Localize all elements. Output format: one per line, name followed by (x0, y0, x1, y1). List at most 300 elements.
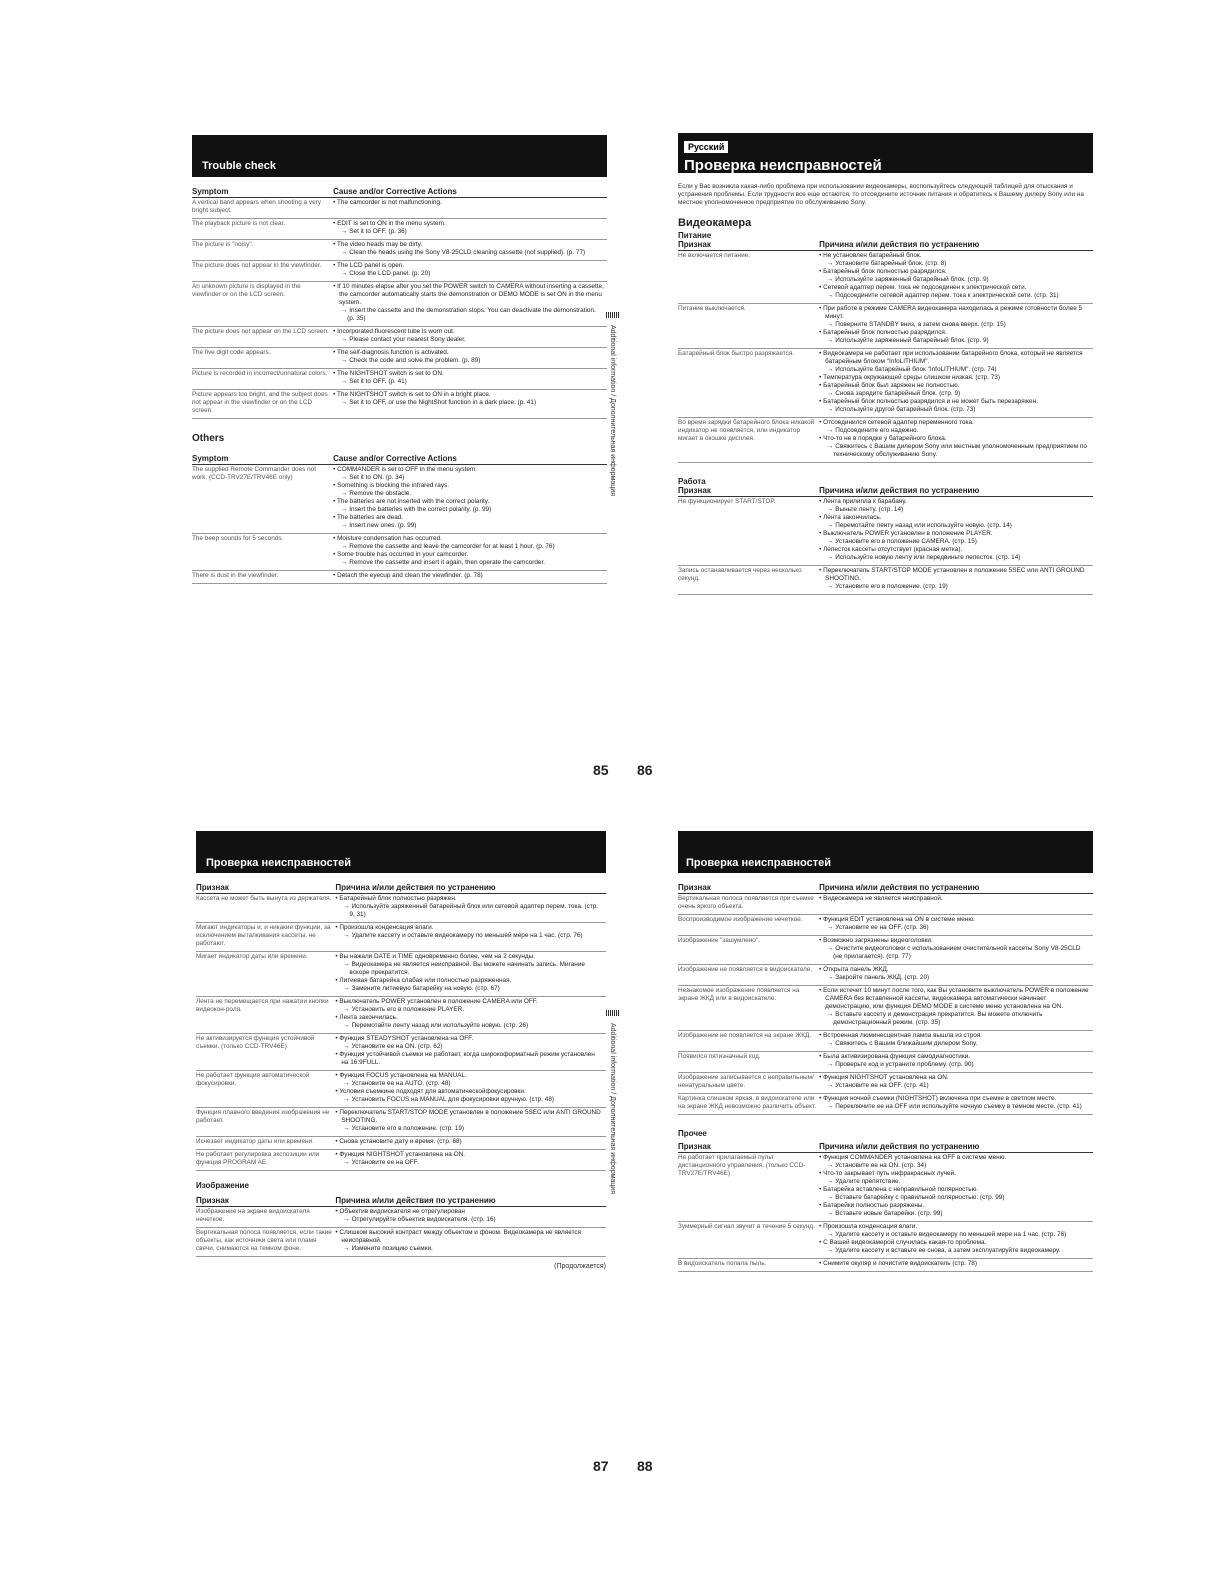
cause-cell (819, 1259, 1093, 1272)
item-text: EDIT is set to ON in the menu system. (337, 220, 446, 227)
action-item (819, 321, 1090, 329)
cause-item (819, 498, 1090, 506)
arrow-icon: → (341, 357, 350, 364)
item-text: Произошла конденсация влаги. (339, 924, 434, 931)
symptom-cell: Мигает индикатор даты или времени. (196, 952, 335, 997)
action-item (819, 406, 1090, 414)
page-title: Проверка неисправностей (684, 157, 882, 174)
cause-cell (819, 1153, 1093, 1222)
arrow-icon: → (343, 1125, 352, 1132)
symptom-header: Признак (678, 240, 819, 251)
item-text: Видеокамера не работает при использовании батарейного блока, который не является батарейным блоком "InfoLITHIUM". (823, 350, 1083, 365)
table-row (678, 915, 1093, 936)
item-text: Встроенная люминесцентная лампа вышла из строя. (823, 1032, 982, 1039)
item-text: Слишком высокий контраст между объектом и фоном. Видеокамера не является неисправной. (339, 1229, 582, 1244)
cause-item (335, 953, 603, 961)
item-text: Проверьте код и устраните проблему. (стр. 90) (835, 1061, 974, 1068)
item-text: The batteries are not inserted with the correct polarity. (337, 498, 490, 505)
symptom-cell: Изображение "зашумлено". (678, 936, 819, 965)
item-text: Insert new ones. (p. 99) (349, 522, 417, 529)
arrow-icon: → (827, 276, 836, 283)
cause-item (819, 937, 1090, 945)
bullet-icon: • (333, 283, 338, 290)
action-item (335, 903, 603, 919)
item-text: COMMANDER is set to OFF in the menu system. (337, 466, 478, 473)
action-item (335, 1245, 603, 1253)
table-row (196, 1150, 606, 1171)
bullet-icon: • (819, 419, 824, 426)
cause-item (335, 1072, 603, 1080)
action-item (819, 276, 1090, 284)
item-text: Перемотайте ленту назад или используйте новую. (стр. 26) (351, 1022, 529, 1029)
item-text: Clean the heads using the Sony V8-25CLD cleaning cassette (not supplied). (p. 77) (349, 249, 586, 256)
cause-cell (819, 1222, 1093, 1259)
action-item (819, 1247, 1090, 1255)
cause-item (335, 998, 603, 1006)
bullet-icon: • (819, 1095, 824, 1102)
table-row (192, 282, 607, 327)
symptom-cell: Питание выключается. (678, 304, 819, 349)
cause-cell (333, 261, 607, 282)
table-row (196, 894, 606, 923)
bullet-icon: • (333, 199, 337, 206)
symptom-cell: The beep sounds for 5 seconds. (192, 534, 333, 571)
cause-cell (819, 1094, 1093, 1115)
symptom-cell: Воспроизводимое изображение нечеткое. (678, 915, 819, 936)
item-text: Some trouble has occurred in your camcorder. (337, 551, 469, 558)
item-text: Батарейный блок полностью разрядился. (823, 268, 947, 275)
item-text: Please contact your nearest Sony dealer. (349, 336, 466, 343)
page-title-banner (678, 133, 1093, 173)
item-text: Moisture condensation has occurred. (337, 535, 442, 542)
action-item (335, 1159, 603, 1167)
item-text: Используйте заряженный батарейный блок. (стр. 9) (835, 337, 989, 344)
item-text: Снимите окуляр и почистите видоискатель (стр. 78) (823, 1260, 977, 1267)
bullet-icon: • (335, 1014, 340, 1021)
item-text: Поверните STANDBY вниз, а затем снова вверх. (стр. 15) (835, 321, 1006, 328)
arrow-icon: → (827, 260, 836, 267)
item-text: Используйте батарейный блок "InfoLITHIUM". (стр. 74) (835, 366, 997, 373)
item-text: Функция NIGHTSHOT установлена на ON. (339, 1151, 465, 1158)
cause-header: Cause and/or Corrective Actions (333, 454, 607, 465)
cause-item (333, 551, 604, 559)
item-text: Выньте ленту. (стр. 14) (835, 506, 904, 513)
cause-item (335, 1109, 603, 1125)
item-text: Видеокамера не является неисправной. Вы можете начинать запись. Мигание вскоре прекратится. (349, 961, 585, 976)
continued-note: (Продолжается) (554, 1263, 606, 1270)
cause-cell (333, 534, 607, 571)
item-text: Снова установите дату и время. (стр. 68) (339, 1138, 462, 1145)
bullet-icon: • (819, 1074, 824, 1081)
arrow-icon: → (827, 522, 836, 529)
item-text: Что-то закрывает путь инфракрасных лучей. (823, 1170, 956, 1177)
bullet-icon: • (335, 953, 340, 960)
page-title-banner (192, 135, 607, 177)
page-85 (192, 135, 607, 584)
bullet-icon: • (333, 349, 337, 356)
cause-item (819, 1032, 1090, 1040)
action-item (819, 366, 1090, 374)
bullet-icon: • (335, 1088, 340, 1095)
table-row (678, 1094, 1093, 1115)
action-item (819, 945, 1090, 961)
item-text: Замените литиевую батарейку на новую. (стр. 67) (351, 985, 500, 992)
page-87 (196, 831, 606, 1270)
item-text: Вставьте батарейку с правильной полярностью. (стр. 99) (835, 1194, 1005, 1201)
bullet-icon: • (819, 1154, 824, 1161)
bullet-icon: • (819, 567, 824, 574)
cause-item (819, 966, 1090, 974)
cause-cell (819, 1031, 1093, 1052)
table-row (678, 1052, 1093, 1073)
cause-item (333, 466, 604, 474)
item-text: Установите его в положение CAMERA. (стр. 15) (835, 538, 977, 545)
cause-item (333, 391, 604, 399)
item-text: Установите его в положение. (стр. 19) (351, 1125, 465, 1132)
bullet-icon: • (335, 1229, 340, 1236)
action-item (819, 1194, 1090, 1202)
cause-cell (333, 390, 607, 419)
subsection-title: Прочее (678, 1129, 707, 1138)
table-row (678, 1222, 1093, 1259)
action-item (333, 399, 604, 407)
item-text: Установите ее на OFF. (стр. 36) (835, 924, 929, 931)
cause-item (819, 546, 1090, 554)
item-text: Insert the cassette and the demonstration stops. You can deactivate the demonstration. (p. 35) (347, 307, 596, 322)
cause-item (819, 329, 1090, 337)
item-text: Функция EDIT установлена на ON в системе меню. (823, 916, 975, 923)
bullet-icon: • (333, 328, 338, 335)
item-text: Лента закончилась. (823, 514, 882, 521)
item-text: Insert the batteries with the correct polarity. (p. 99) (349, 506, 492, 513)
arrow-icon: → (341, 378, 350, 385)
cause-item (335, 1208, 603, 1216)
item-text: Переключите ее на OFF или используйте ночную съемку в темном месте. (стр. 41) (835, 1103, 1082, 1110)
arrow-icon: → (343, 1245, 352, 1252)
index-tab-mark (606, 1010, 620, 1016)
cause-item (819, 1095, 1090, 1103)
symptom-cell: Не работает функция автоматической фокусировки. (196, 1071, 335, 1108)
cause-cell (333, 327, 607, 348)
action-item (333, 336, 604, 344)
page-number-88: 88 (637, 1458, 653, 1474)
cause-item (333, 328, 604, 336)
cause-item (335, 1035, 603, 1043)
cause-item (333, 498, 604, 506)
symptom-cell: There is dust in the viewfinder. (192, 571, 333, 584)
cause-item (819, 350, 1090, 366)
cause-item (333, 370, 604, 378)
trouble-rows (192, 198, 607, 419)
action-item (819, 1178, 1090, 1186)
item-text: Check the code and solve the problem. (p. 89) (349, 357, 481, 364)
symptom-header: Признак (678, 883, 819, 894)
table-row (196, 1034, 606, 1071)
arrow-icon: → (341, 490, 350, 497)
item-text: Температура окружающей среды слишком низкая. (стр. 73) (823, 374, 1000, 381)
side-label: Additional information / Дополнительная информация (609, 325, 616, 497)
action-item (819, 337, 1090, 345)
action-item (819, 974, 1090, 982)
cause-item (819, 1260, 1090, 1268)
cause-cell (335, 1207, 606, 1228)
cause-cell (335, 1071, 606, 1108)
item-text: Функция STEADYSHOT установлена на OFF. (339, 1035, 474, 1042)
cause-cell (335, 1108, 606, 1137)
action-item (819, 1082, 1090, 1090)
table-row (192, 348, 607, 369)
symptom-header: Признак (678, 1142, 819, 1153)
action-item (819, 1040, 1090, 1048)
item-text: Лента закончилась. (339, 1014, 398, 1021)
action-item (333, 228, 604, 236)
arrow-icon: → (827, 583, 836, 590)
cause-item (333, 482, 604, 490)
bullet-icon: • (333, 391, 337, 398)
action-item (335, 1096, 603, 1104)
table-row (196, 1108, 606, 1137)
cause-item (335, 1088, 603, 1096)
item-text: Установите ее на OFF. (стр. 41) (835, 1082, 929, 1089)
action-item (333, 543, 604, 551)
bullet-icon: • (819, 987, 824, 994)
item-text: Если истечет 10 минут после того, как Вы установите выключатель POWER в положение CAMERA без вставленной кассеты, видеокамера автоматически начинает демонстрацию, или функция DEMO MODE в системе меню установлена на ON. (823, 987, 1089, 1010)
table-row (678, 1259, 1093, 1272)
bullet-icon: • (819, 382, 824, 389)
action-item (333, 490, 604, 498)
item-text: Функция COMMANDER установлена на OFF в системе меню. (823, 1154, 1007, 1161)
cause-cell (819, 566, 1093, 595)
item-text: Переключатель START/STOP MODE установлен в положение 5SEC или ANTI GROUND SHOOTING. (339, 1109, 601, 1124)
symptom-cell: Исчезает индикатор даты или времени. (196, 1137, 335, 1150)
cause-item (335, 1229, 603, 1245)
item-text: Установить его в положение PLAYER. (351, 1006, 465, 1013)
table-row (678, 566, 1093, 595)
cause-cell (335, 997, 606, 1034)
cause-cell (819, 986, 1093, 1031)
bullet-icon: • (819, 1223, 824, 1230)
cause-cell (335, 1150, 606, 1171)
symptom-cell: Изображение на экране видоискателя нечеткое. (196, 1207, 335, 1228)
cause-header: Причина и/или действия по устранению (819, 883, 1093, 894)
symptom-cell: Функция плавного введения изображения не работает. (196, 1108, 335, 1137)
cause-item (819, 1154, 1090, 1162)
cause-cell (335, 894, 606, 923)
cause-item (819, 382, 1090, 390)
page-title-banner (678, 831, 1093, 873)
item-text: Не установлен батарейный блок. (823, 252, 922, 259)
item-text: Измените позицию съемки. (351, 1245, 433, 1252)
arrow-icon: → (827, 406, 836, 413)
bullet-icon: • (333, 482, 338, 489)
intro-text: Если у Вас возникла какая-либо проблема при использовании видеокамеры, воспользуйтесь следующей таблицей для отыскания и устранения проблемы. Если трудности все еще остаются, то отсоедините источник питания и обратитесь к Вашему дилеру Sony или на местное уполномоченное предприятие по обслуживанию Sony. (678, 183, 1084, 206)
cause-item (819, 1186, 1090, 1194)
arrow-icon: → (341, 522, 350, 529)
item-text: Свяжитесь с Вашим дилером Sony или местным уполномоченным предприятием по техническому обслуживанию Sony. (833, 443, 1087, 458)
page-number-85: 85 (593, 762, 609, 778)
item-text: Закройте панель ЖКД. (стр. 20) (835, 974, 930, 981)
bullet-icon: • (335, 924, 340, 931)
cause-item (333, 220, 604, 228)
cause-item (819, 268, 1090, 276)
action-item (819, 522, 1090, 530)
arrow-icon: → (343, 1159, 352, 1166)
symptom-cell: Во время зарядки батарейного блока никакой индикатор не появляется, или индикатор мигает в окошке дисплея. (678, 418, 819, 463)
arrow-icon: → (341, 307, 350, 314)
item-text: Батарейный блок был заряжен не полностью. (823, 382, 960, 389)
action-item (819, 1231, 1090, 1239)
symptom-cell: Запись останавливается через несколько секунд. (678, 566, 819, 595)
symptom-cell: Не включается питание. (678, 251, 819, 304)
cause-item (333, 262, 604, 270)
symptom-cell: Лента не перемещается при нажатии кнопки видеокон-роля. (196, 997, 335, 1034)
cause-cell (819, 304, 1093, 349)
symptom-cell: Picture is recorded in incorrect/unnatural colors. (192, 369, 333, 390)
action-item (819, 554, 1090, 562)
item-text: Установите ее на OFF. (351, 1159, 419, 1166)
subsection-title: Работа (678, 477, 706, 486)
trouble-rows (196, 894, 606, 1171)
bullet-icon: • (333, 572, 338, 579)
table-row (192, 327, 607, 348)
action-item (335, 1022, 603, 1030)
cause-item (819, 530, 1090, 538)
item-text: Вставьте кассету и демонстрация прекратится. Вы можете отключить демонстрационный режим. (стр. 35) (833, 1011, 1043, 1026)
page-number-86: 86 (637, 762, 653, 778)
symptom-cell: Изображение не появляется в видоискателе. (678, 965, 819, 986)
symptom-cell: Изображение записывается с неправильным/ненатуральным цвете. (678, 1073, 819, 1094)
cause-cell (333, 571, 607, 584)
bullet-icon: • (819, 1186, 824, 1193)
bullet-icon: • (819, 895, 824, 902)
table-row (678, 965, 1093, 986)
action-item (819, 1061, 1090, 1069)
item-text: Очистите видеоголовки с использованием очистительной кассеты Sony V8-25CLD (не прилагается). (стр. 77) (833, 945, 1081, 960)
bullet-icon: • (819, 329, 824, 336)
item-text: The camcorder is not malfunctioning. (337, 199, 442, 206)
cause-cell (819, 1052, 1093, 1073)
trouble-table (192, 187, 607, 419)
item-text: Установите ее на AUTO. (стр. 48) (351, 1080, 451, 1087)
table-row (192, 390, 607, 419)
item-text: Remove the cassette and insert it again, then operate the camcorder. (349, 559, 546, 566)
arrow-icon: → (827, 337, 836, 344)
bullet-icon: • (333, 370, 337, 377)
action-item (819, 292, 1090, 300)
action-item (333, 307, 604, 323)
bullet-icon: • (333, 466, 338, 473)
arrow-icon: → (341, 228, 350, 235)
cause-cell (335, 1034, 606, 1071)
bullet-icon: • (819, 1260, 824, 1267)
cause-cell (333, 369, 607, 390)
item-text: Set it to ON. (p. 34) (349, 474, 405, 481)
arrow-icon: → (341, 249, 350, 256)
cause-cell (333, 219, 607, 240)
cause-item (819, 1170, 1090, 1178)
action-item (335, 1125, 603, 1133)
bullet-icon: • (819, 1053, 824, 1060)
item-text: The batteries are dead. (337, 514, 404, 521)
arrow-icon: → (343, 1043, 352, 1050)
symptom-header: Признак (196, 883, 335, 894)
table-row (678, 986, 1093, 1031)
cause-item (819, 567, 1090, 583)
arrow-icon: → (343, 1096, 352, 1103)
table-row (192, 240, 607, 261)
item-text: Remove the obstacle. (349, 490, 412, 497)
action-item (819, 538, 1090, 546)
symptom-cell: The picture does not appear on the LCD screen. (192, 327, 333, 348)
action-item (819, 390, 1090, 398)
item-text: Используйте новую ленту или передвиньте лепесток. (стр. 14) (835, 554, 1021, 561)
item-text: Открыта панель ЖКД. (823, 966, 889, 973)
trouble-rows (678, 894, 1093, 1115)
bullet-icon: • (333, 498, 337, 505)
page-title: Trouble check (202, 160, 276, 172)
arrow-icon: → (827, 1103, 836, 1110)
table-row (196, 923, 606, 952)
cause-item (819, 1223, 1090, 1231)
cause-cell (819, 1073, 1093, 1094)
symptom-cell: Не работает прилагаемый пульт дистанционного управления. (только CCD-TRV27E/TRV46E) (678, 1153, 819, 1222)
bullet-icon: • (819, 1202, 824, 1209)
action-item (333, 559, 604, 567)
item-text: Incorporated fluorescent tube is worn out. (337, 328, 455, 335)
item-text: Батарейка вставлена с неправильной полярностью. (823, 1186, 979, 1193)
action-item (335, 1006, 603, 1014)
item-text: Была активизирована функция самодиагностики. (823, 1053, 971, 1060)
cause-cell (819, 965, 1093, 986)
table-row (196, 952, 606, 997)
item-text: Something is blocking the infrared rays. (337, 482, 450, 489)
table-row (192, 261, 607, 282)
action-item (333, 270, 604, 278)
trouble-table (196, 883, 606, 1171)
bullet-icon: • (335, 1151, 340, 1158)
item-text: Видеокамера не является неисправной. (823, 895, 943, 902)
page-88 (678, 831, 1093, 1272)
bullet-icon: • (335, 895, 340, 902)
table-row (678, 936, 1093, 965)
item-text: Функция ночной съемки (NIGHTSHOT) включена при съемке в светлом месте. (823, 1095, 1057, 1102)
item-text: Используйте заряженный батарейный блок. (стр. 9) (835, 276, 989, 283)
action-item (819, 1011, 1090, 1027)
arrow-icon: → (343, 961, 352, 968)
cause-cell (819, 936, 1093, 965)
cause-cell (333, 348, 607, 369)
arrow-icon: → (827, 1178, 836, 1185)
cause-header: Cause and/or Corrective Actions (333, 187, 607, 198)
item-text: Подсоедините сетевой адаптер перем. тока к электрической сети. (стр. 31) (835, 292, 1059, 299)
item-text: The LCD panel is open. (337, 262, 405, 269)
symptom-cell: Вертикальная полоса появляется, если такие объекты, как источники света или пламя свечи, снимаются на темном фоне. (196, 1228, 335, 1257)
arrow-icon: → (343, 1216, 352, 1223)
cause-item (819, 916, 1090, 924)
item-text: Выключатель POWER установлен в положение PLAYER. (823, 530, 993, 537)
table-row (678, 304, 1093, 349)
bullet-icon: • (819, 268, 824, 275)
operation-rows (678, 497, 1093, 595)
cause-header: Причина и/или действия по устранению (819, 486, 1093, 497)
action-item (819, 1103, 1090, 1111)
action-item (819, 427, 1090, 435)
item-text: Set it to OFF, or use the NightShot function in a dark place. (p. 41) (349, 399, 537, 406)
item-text: Вы нажали DATE и TIME одновременно более, чем на 2 секунды. (339, 953, 535, 960)
item-text: С Вашей видеокамерой случилась какая-то проблема. (823, 1239, 987, 1246)
subsection-title: Изображение (196, 1181, 249, 1190)
item-text: Лепесток кассеты отсутствует (красная метка). (823, 546, 963, 553)
